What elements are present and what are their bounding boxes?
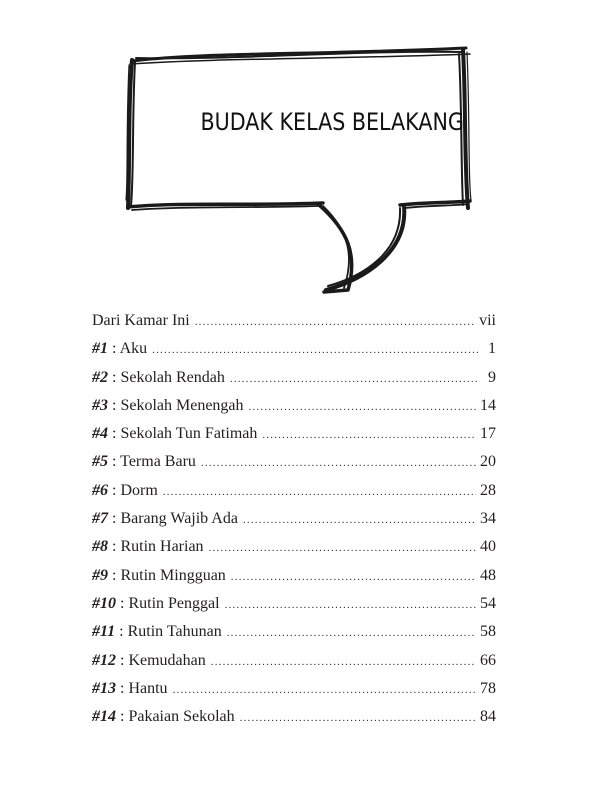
separator: : (115, 623, 128, 641)
toc-entry-title: Sekolah Menengah (120, 396, 244, 414)
chapter-number: #8 (92, 538, 108, 556)
chapter-number: #12 (92, 651, 116, 669)
leader-dots (227, 619, 476, 647)
leader-dots (262, 421, 476, 449)
separator: : (108, 510, 121, 528)
chapter-number: #1 (92, 340, 108, 358)
toc-entry-title: Pakaian Sekolah (128, 708, 235, 726)
toc-entry-title: Dorm (120, 481, 158, 499)
separator: : (108, 368, 121, 386)
separator: : (108, 425, 121, 443)
toc-entry[interactable] (92, 533, 496, 561)
chapter-number: #6 (92, 481, 108, 499)
chapter-number: #4 (92, 425, 108, 443)
toc-entry-page: 20 (480, 453, 496, 471)
leader-dots (249, 393, 476, 421)
toc-entry[interactable] (92, 647, 496, 675)
toc-entry[interactable] (92, 307, 496, 335)
separator: : (108, 566, 121, 584)
separator: : (116, 651, 129, 669)
chapter-number: #9 (92, 566, 108, 584)
toc-entry-page: 58 (480, 623, 496, 641)
leader-dots (209, 534, 476, 562)
toc-entry-page: 66 (480, 651, 496, 669)
leader-dots (211, 648, 476, 676)
toc-entry-page: 48 (480, 566, 496, 584)
table-of-contents (92, 307, 496, 731)
toc-entry-title: Rutin Harian (120, 538, 204, 556)
leader-dots (230, 365, 478, 393)
book-title: BUDAK KELAS BELAKANG (200, 108, 464, 136)
separator: : (116, 679, 129, 697)
chapter-number: #3 (92, 396, 108, 414)
toc-entry[interactable] (92, 618, 496, 646)
toc-entry[interactable] (92, 392, 496, 420)
speech-bubble-frame (118, 40, 488, 302)
toc-entry-page: 9 (488, 368, 496, 386)
leader-dots (152, 336, 478, 364)
toc-entry[interactable] (92, 562, 496, 590)
leader-dots (173, 676, 476, 704)
separator: : (116, 708, 129, 726)
toc-entry-page: 1 (488, 340, 496, 358)
toc-entry-page: 78 (480, 679, 496, 697)
toc-entry-title: Kemudahan (128, 651, 206, 669)
toc-entry-page: 40 (480, 538, 496, 556)
toc-entry-title: Rutin Mingguan (120, 566, 226, 584)
toc-entry-title: Aku (119, 340, 148, 358)
toc-entry[interactable] (92, 335, 496, 363)
chapter-number: #11 (92, 623, 116, 641)
separator: : (108, 538, 121, 556)
toc-entry[interactable] (92, 448, 496, 476)
toc-entry[interactable] (92, 505, 496, 533)
toc-entry-page: 28 (480, 481, 496, 499)
chapter-number: #2 (92, 368, 108, 386)
toc-entry-title: Rutin Penggal (128, 594, 220, 612)
separator: : (108, 396, 121, 414)
toc-entry-title: Sekolah Rendah (120, 368, 225, 386)
chapter-number: #7 (92, 510, 108, 528)
toc-entry-page: vii (479, 312, 496, 329)
toc-entry-page: 14 (480, 396, 496, 414)
chapter-number: #10 (92, 594, 116, 612)
toc-entry-title: Sekolah Tun Fatimah (120, 425, 258, 443)
separator: : (108, 481, 121, 499)
toc-entry[interactable] (92, 675, 496, 703)
leader-dots (240, 704, 476, 732)
leader-dots (163, 478, 476, 506)
separator: : (108, 340, 120, 358)
chapter-number: #5 (92, 453, 108, 471)
toc-entry-page: 34 (480, 510, 496, 528)
leader-dots (243, 506, 476, 534)
chapter-number: #13 (92, 679, 116, 697)
leader-dots (231, 563, 476, 591)
toc-entry[interactable] (92, 477, 496, 505)
toc-entry[interactable] (92, 703, 496, 731)
leader-dots (195, 308, 475, 336)
toc-entry[interactable] (92, 420, 496, 448)
toc-entry-page: 17 (480, 425, 496, 443)
toc-entry-page: 54 (480, 594, 496, 612)
leader-dots (225, 591, 476, 619)
speech-bubble-icon (118, 40, 488, 302)
toc-entry-title: Hantu (128, 679, 168, 697)
chapter-number: #14 (92, 708, 116, 726)
toc-entry-title: Dari Kamar Ini (92, 312, 190, 329)
separator: : (116, 594, 129, 612)
toc-entry-page: 84 (480, 708, 496, 726)
toc-entry-title: Barang Wajib Ada (120, 510, 238, 528)
toc-entry[interactable] (92, 364, 496, 392)
toc-entry-title: Terma Baru (120, 453, 196, 471)
leader-dots (201, 449, 476, 477)
toc-entry[interactable] (92, 590, 496, 618)
toc-entry-title: Rutin Tahunan (127, 623, 222, 641)
separator: : (108, 453, 121, 471)
